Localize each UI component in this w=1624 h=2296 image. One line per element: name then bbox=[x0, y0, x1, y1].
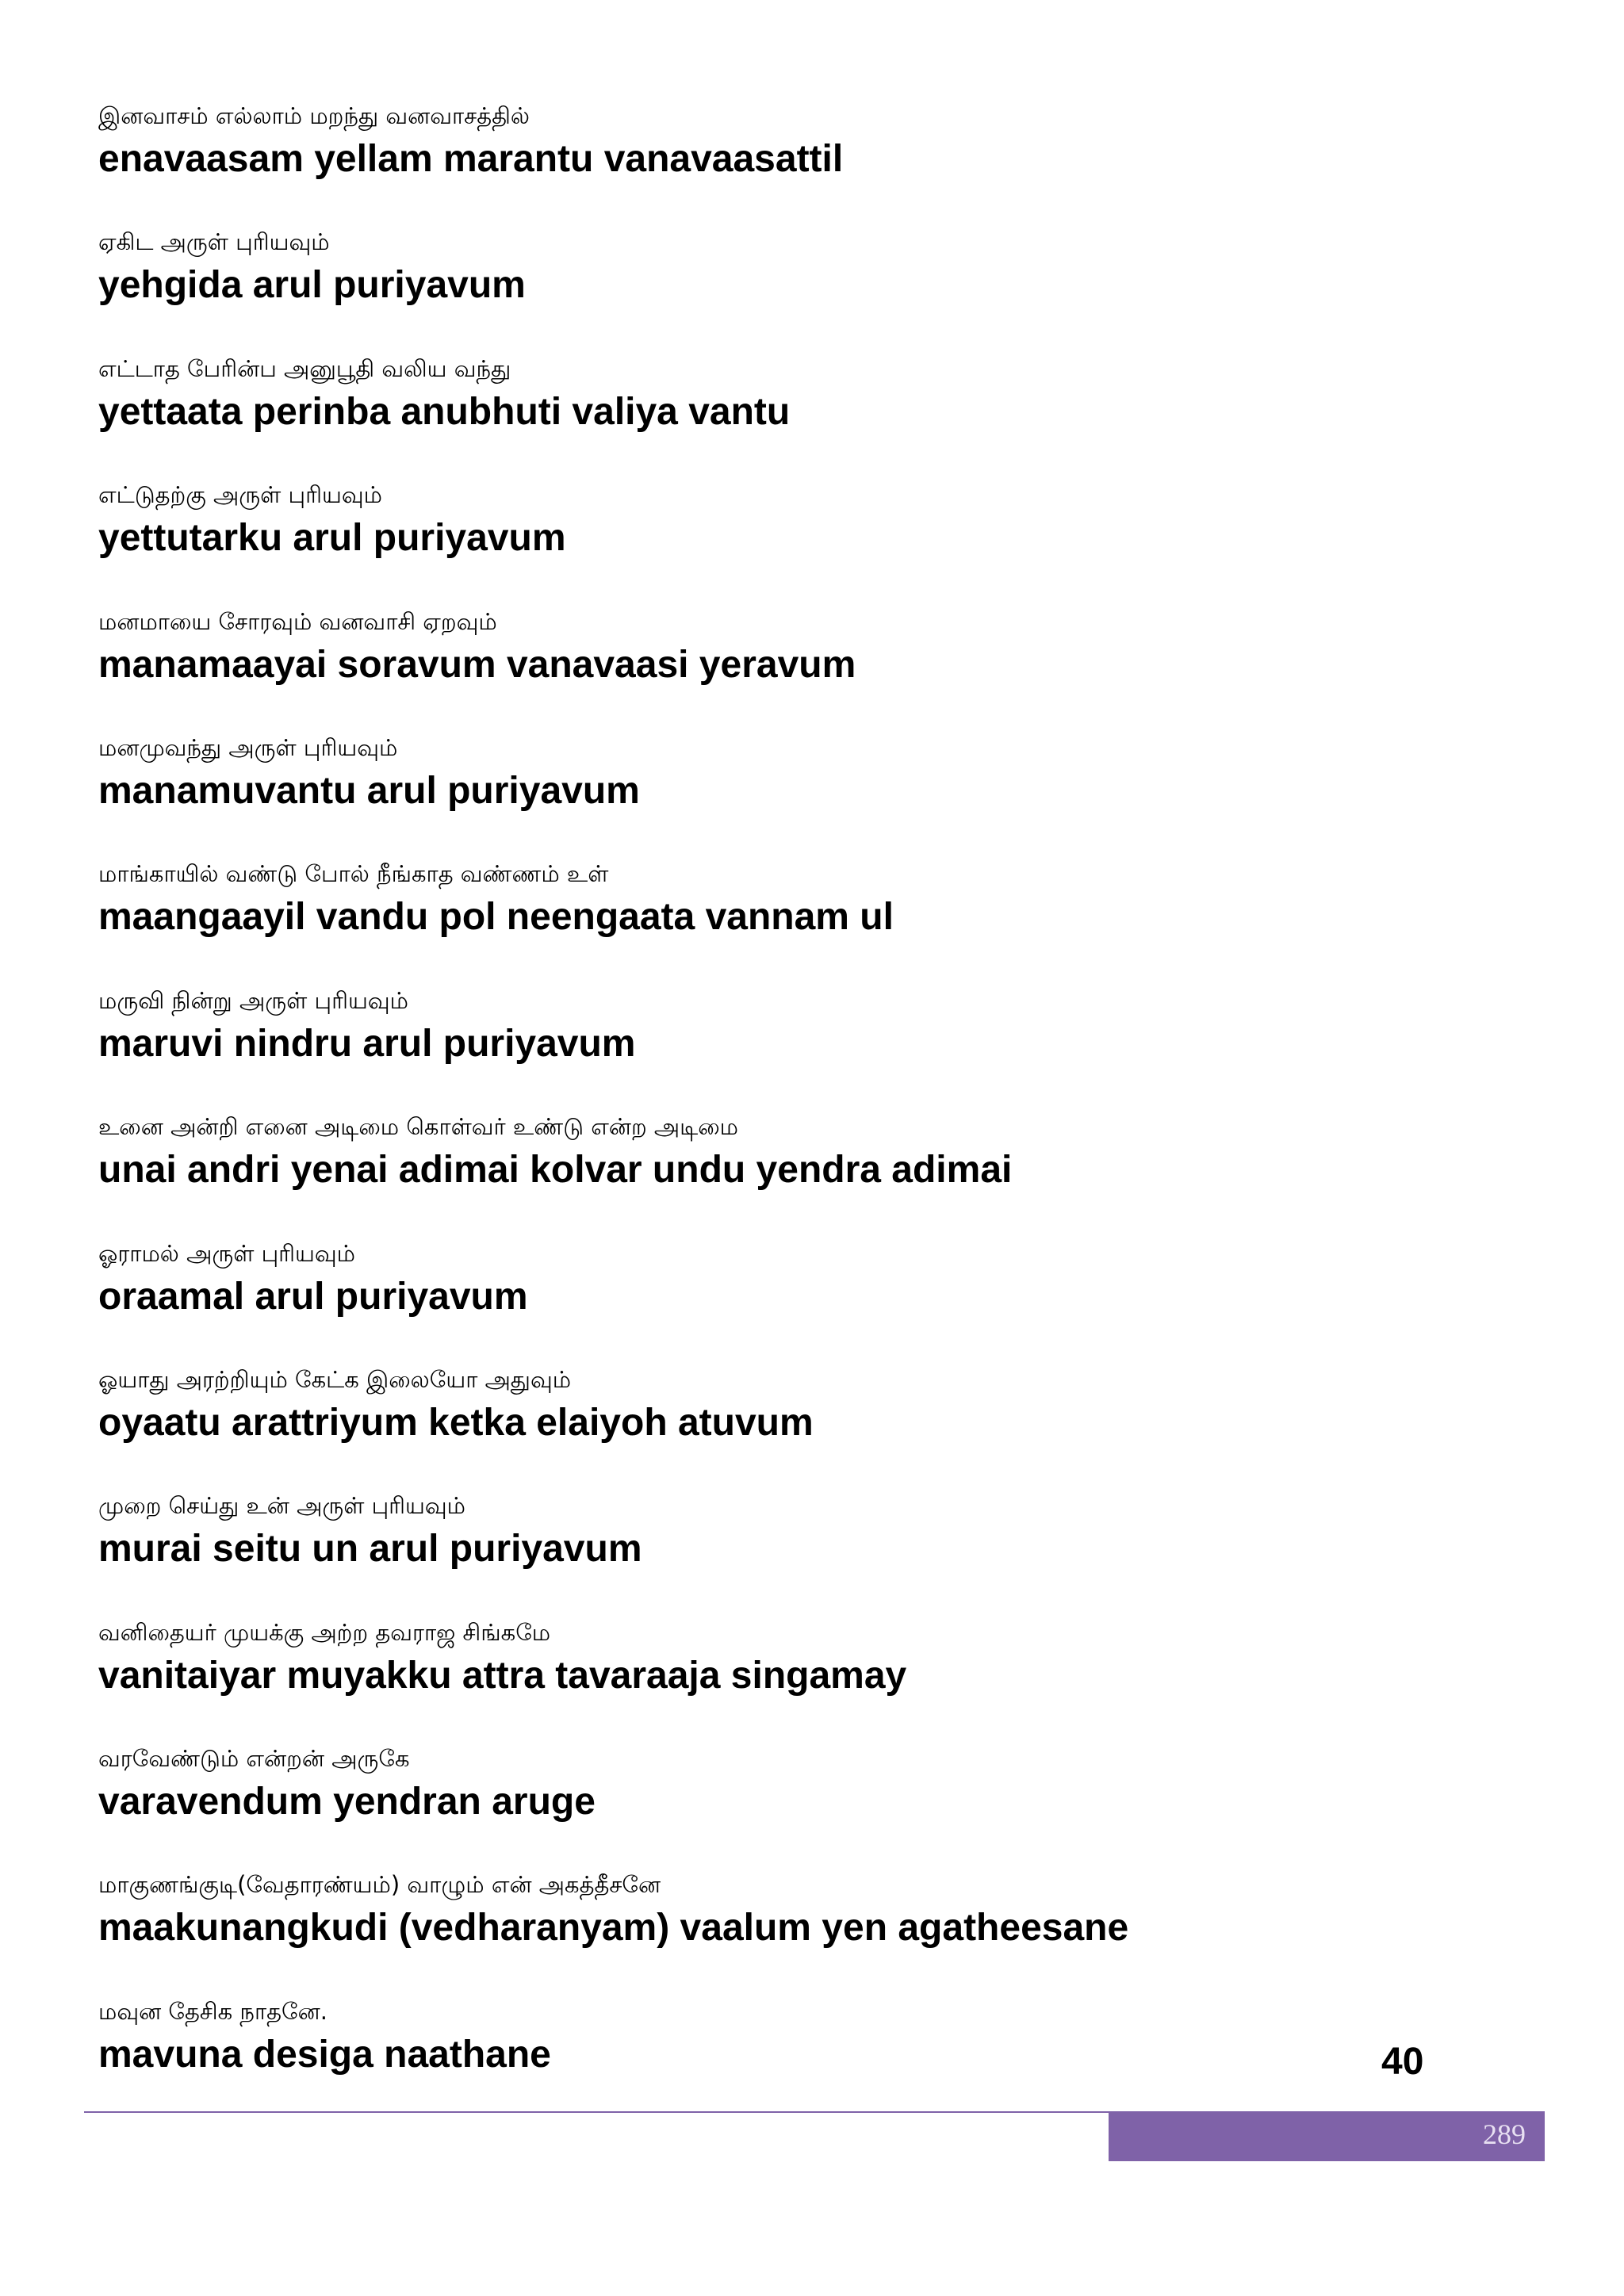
verse-line-4 bbox=[98, 477, 1446, 603]
verse-line-16 bbox=[98, 1994, 1446, 2120]
verse-line-2 bbox=[98, 224, 1446, 350]
transliteration-text: manamuvantu arul puriyavum bbox=[98, 769, 640, 812]
verse-line-6 bbox=[98, 730, 1446, 856]
verse-line-14 bbox=[98, 1741, 1446, 1867]
transliteration-text: enavaasam yellam marantu vanavaasattil bbox=[98, 138, 844, 180]
tamil-text: மருவி நின்று அருள் புரியவும் bbox=[98, 986, 408, 1014]
tamil-text: ஓராமல் அருள் புரியவும் bbox=[98, 1239, 355, 1267]
tamil-text: மனமாயை சோரவும் வனவாசி ஏறவும் bbox=[98, 607, 497, 635]
footer-page-band bbox=[1109, 2112, 1545, 2161]
verse-line-8 bbox=[98, 983, 1446, 1109]
tamil-text: உனை அன்றி எனை அடிமை கொள்வர் உண்டு என்ற அடிமை bbox=[98, 1113, 739, 1141]
page-number: 289 bbox=[1483, 2118, 1526, 2150]
verse-line-12 bbox=[98, 1488, 1446, 1614]
verse-line-7 bbox=[98, 856, 1446, 982]
verse-number: 40 bbox=[1381, 2041, 1424, 2083]
tamil-text: எட்டாத பேரின்ப அனுபூதி வலிய வந்து bbox=[98, 354, 511, 382]
tamil-text: முறை செய்து உன் அருள் புரியவும் bbox=[98, 1492, 466, 1520]
transliteration-text: maruvi nindru arul puriyavum bbox=[98, 1022, 636, 1065]
transliteration-text: oraamal arul puriyavum bbox=[98, 1275, 528, 1318]
verse-line-1 bbox=[98, 98, 1446, 224]
transliteration-text: maangaayil vandu pol neengaata vannam ul bbox=[98, 896, 894, 939]
verse-line-11 bbox=[98, 1362, 1446, 1488]
transliteration-text: yettaata perinba anubhuti valiya vantu bbox=[98, 390, 791, 433]
transliteration-text: vanitaiyar muyakku attra tavaraaja singamay bbox=[98, 1654, 907, 1697]
transliteration-text: maakunangkudi (vedharanyam) vaalum yen agatheesane bbox=[98, 1907, 1129, 1950]
tamil-text: ஏகிட அருள் புரியவும் bbox=[98, 228, 330, 256]
verse-line-10 bbox=[98, 1236, 1446, 1362]
tamil-text: வரவேண்டும் என்றன் அருகே bbox=[98, 1745, 410, 1773]
verse-line-13 bbox=[98, 1615, 1446, 1741]
verse-list bbox=[98, 98, 1446, 2120]
tamil-text: எட்டுதற்கு அருள் புரியவும் bbox=[98, 481, 382, 509]
tamil-text: வனிதையர் முயக்கு அற்ற தவராஜ சிங்கமே bbox=[98, 1618, 551, 1646]
tamil-text: மவுன தேசிக நாதனே. bbox=[98, 1997, 327, 2025]
verse-line-15 bbox=[98, 1867, 1446, 1993]
tamil-text: ஓயாது அரற்றியும் கேட்க இலையோ அதுவும் bbox=[98, 1365, 572, 1393]
verse-line-3 bbox=[98, 351, 1446, 477]
transliteration-text: yehgida arul puriyavum bbox=[98, 264, 526, 307]
transliteration-text: varavendum yendran aruge bbox=[98, 1781, 596, 1823]
tamil-text: மாகுணங்குடி(வேதாரண்யம்) வாழும் என் அகத்தீசனே bbox=[98, 1871, 661, 1899]
transliteration-text: murai seitu un arul puriyavum bbox=[98, 1528, 642, 1571]
tamil-text: மனமுவந்து அருள் புரியவும் bbox=[98, 733, 398, 761]
tamil-text: இனவாசம் எல்லாம் மறந்து வனவாசத்தில் bbox=[98, 102, 530, 129]
verse-line-9 bbox=[98, 1109, 1446, 1235]
tamil-text: மாங்காயில் வண்டு போல் நீங்காத வண்ணம் உள் bbox=[98, 860, 609, 888]
transliteration-text: yettutarku arul puriyavum bbox=[98, 517, 566, 560]
transliteration-text: oyaatu arattriyum ketka elaiyoh atuvum bbox=[98, 1401, 814, 1444]
transliteration-text: mavuna desiga naathane bbox=[98, 2033, 551, 2076]
transliteration-text: unai andri yenai adimai kolvar undu yendra adimai bbox=[98, 1149, 1013, 1192]
transliteration-text: manamaayai soravum vanavaasi yeravum bbox=[98, 643, 856, 686]
verse-line-5 bbox=[98, 604, 1446, 730]
